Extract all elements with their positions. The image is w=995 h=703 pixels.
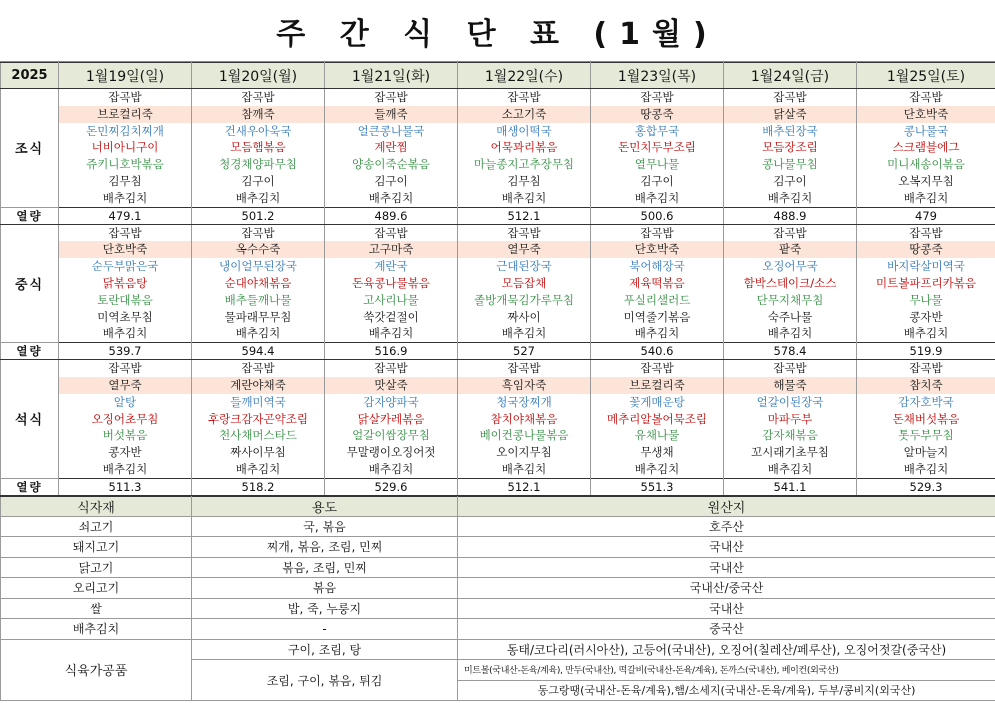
- usage-cell: 밥, 죽, 누룽지: [192, 598, 458, 619]
- calorie-value: 512.1: [458, 478, 591, 495]
- menu-item: 옥수수죽: [192, 241, 324, 258]
- menu-item: 소고기죽: [458, 106, 590, 123]
- meal-day-cell: [591, 89, 724, 208]
- day-header: 1월22일(수): [458, 63, 591, 89]
- menu-item: 잡곡밥: [108, 90, 142, 104]
- menu-item: 돈채버섯볶음: [892, 411, 960, 426]
- menu-item: 모듬잡채: [501, 275, 547, 290]
- meal-day-cell: [857, 224, 995, 343]
- menu-item: 고사리나물: [363, 292, 419, 307]
- menu-item: 단호박죽: [857, 106, 995, 123]
- menu-item: 팥죽: [724, 241, 856, 258]
- origin-row: [1, 537, 995, 558]
- calorie-value: 539.7: [59, 343, 192, 360]
- origin-cell: 국내산: [458, 557, 995, 578]
- menu-item: 잡곡밥: [241, 90, 275, 104]
- menu-item: 단무지채무침: [756, 292, 824, 307]
- processed-row: [1, 639, 995, 660]
- calorie-value: 594.4: [192, 343, 325, 360]
- meal-day-cell: [724, 360, 857, 479]
- menu-item: 모듬햄볶음: [230, 140, 286, 155]
- menu-item: 알탕: [113, 394, 137, 409]
- meal-day-cell: [857, 360, 995, 479]
- menu-item: 미트볼파프리카볶음: [876, 275, 976, 290]
- menu-item: 잡곡밥: [374, 90, 408, 104]
- calorie-value: 518.2: [192, 478, 325, 495]
- menu-item: 배추김치: [634, 461, 680, 476]
- origin-cell: 국내산: [458, 537, 995, 558]
- processed-usage-cell: 조림, 구이, 볶음, 튀김: [192, 660, 458, 701]
- day-header: 1월24일(금): [724, 63, 857, 89]
- origin-cell: 국내산: [458, 598, 995, 619]
- menu-item: 감자양파국: [363, 394, 419, 409]
- menu-item: 땅콩죽: [591, 106, 723, 123]
- meal-day-cell: [192, 360, 325, 479]
- menu-item: 감자호박국: [898, 394, 954, 409]
- menu-item: 김구이: [374, 173, 408, 188]
- menu-item: 브로컬리죽: [59, 106, 191, 123]
- menu-item: 계란국: [374, 259, 408, 274]
- menu-item: 토란대볶음: [97, 292, 153, 307]
- day-header: 1월20일(월): [192, 63, 325, 89]
- menu-item: 마파두부: [767, 411, 813, 426]
- menu-item: 버섯볶음: [102, 428, 148, 443]
- day-header: 1월19일(일): [59, 63, 192, 89]
- calorie-value: 516.9: [325, 343, 458, 360]
- origin-row: [1, 557, 995, 578]
- usage-cell: 볶음, 조림, 민찌: [192, 557, 458, 578]
- menu-item: 제육떡볶음: [629, 275, 685, 290]
- menu-item: 쑥갓겉절이: [363, 309, 419, 324]
- menu-item: 얼갈이쌈장무침: [352, 428, 430, 443]
- origin-row: [1, 578, 995, 599]
- menu-item: 참치야채볶음: [490, 411, 558, 426]
- day-header: 1월21일(화): [325, 63, 458, 89]
- origin-header-ingredient: 식자재: [1, 496, 192, 516]
- menu-item: 푸실리샐러드: [623, 292, 691, 307]
- menu-item: 함박스테이크/소스: [743, 275, 837, 290]
- menu-item: 열무죽: [458, 241, 590, 258]
- calorie-value: 501.2: [192, 207, 325, 224]
- header-row: [1, 63, 995, 89]
- calorie-row: [1, 478, 995, 495]
- menu-item: 잡곡밥: [108, 225, 142, 240]
- menu-item: 매생이떡국: [496, 123, 552, 138]
- menu-item: 닭볶음탕: [102, 275, 148, 290]
- calorie-value: 479.1: [59, 207, 192, 224]
- day-header: 1월23일(목): [591, 63, 724, 89]
- menu-item: 배추김치: [368, 326, 414, 341]
- menu-item: 미역초무침: [97, 309, 153, 324]
- menu-item: 홍합무국: [634, 123, 680, 138]
- menu-item: 감자채볶음: [762, 428, 818, 443]
- menu-item: 무말랭이오징어젓: [346, 445, 436, 460]
- menu-item: 배추김치: [501, 461, 547, 476]
- menu-item: 배추들깨나물: [224, 292, 292, 307]
- meal-row: [1, 224, 995, 343]
- menu-item: 잡곡밥: [773, 225, 807, 240]
- menu-item: 브로컬리죽: [591, 377, 723, 394]
- meal-day-cell: [724, 224, 857, 343]
- menu-item: 배추김치: [102, 190, 148, 205]
- menu-item: 돈민찌김치찌개: [86, 123, 164, 138]
- calorie-value: 551.3: [591, 478, 724, 495]
- menu-item: 배추된장국: [762, 123, 818, 138]
- calorie-row: [1, 343, 995, 360]
- menu-item: 배추김치: [235, 461, 281, 476]
- menu-item: 콩자반: [909, 309, 943, 324]
- menu-item: 물파래무무침: [224, 309, 292, 324]
- menu-item: 콩나물국: [903, 123, 949, 138]
- menu-item: 무생채: [640, 445, 674, 460]
- processed-origin-cell: 동태/코다리(러시아산), 고등어(국내산), 오징어(칠레산/페루산), 오징어젓갈(중국산): [458, 639, 995, 660]
- menu-item: 배추김치: [501, 326, 547, 341]
- menu-item: 배추김치: [235, 326, 281, 341]
- meal-day-cell: [724, 89, 857, 208]
- menu-item: 청경채양파무침: [219, 157, 297, 172]
- menu-item: 참깨죽: [192, 106, 324, 123]
- menu-item: 잡곡밥: [909, 90, 943, 104]
- meal-day-cell: [192, 224, 325, 343]
- origin-header-row: [1, 496, 995, 516]
- menu-item: 고구마죽: [325, 241, 457, 258]
- menu-item: 계란야채죽: [192, 377, 324, 394]
- menu-item: 잡곡밥: [640, 361, 674, 376]
- menu-item: 배추김치: [102, 461, 148, 476]
- year-label: 2025: [1, 63, 59, 89]
- meal-row: [1, 360, 995, 479]
- menu-item: 잡곡밥: [374, 225, 408, 240]
- ingredient-cell: 돼지고기: [1, 537, 192, 558]
- day-header: 1월25일(토): [857, 63, 995, 89]
- calorie-value: 512.1: [458, 207, 591, 224]
- menu-item: 순대야채볶음: [224, 275, 292, 290]
- processed-origin-cell: 미트볼(국내산-돈육/계육), 만두(국내산), 떡갈비(국내산-돈육/계육), 돈까스(국내산), 베이컨(외국산): [458, 660, 995, 681]
- menu-item: 오복지무침: [898, 173, 954, 188]
- menu-item: 얼큰콩나물국: [357, 123, 425, 138]
- meal-day-cell: [325, 89, 458, 208]
- meal-label: 중식: [1, 224, 59, 343]
- menu-item: 계란찜: [374, 140, 408, 155]
- menu-item: 꼬시래기초무침: [751, 445, 829, 460]
- menu-item: 메추리알볼어묵조림: [607, 411, 707, 426]
- menu-item: 얼갈이된장국: [756, 394, 824, 409]
- menu-item: 배추김치: [501, 190, 547, 205]
- calorie-value: 541.1: [724, 478, 857, 495]
- menu-item: 배추김치: [767, 326, 813, 341]
- menu-item: 베이컨콩나물볶음: [479, 428, 569, 443]
- menu-item: 돈민치두부조림: [618, 140, 696, 155]
- menu-item: 콩자반: [108, 445, 142, 460]
- usage-cell: 볶음: [192, 578, 458, 599]
- calorie-value: 578.4: [724, 343, 857, 360]
- usage-cell: 국, 볶음: [192, 516, 458, 537]
- menu-item: 배추김치: [634, 190, 680, 205]
- menu-item: 냉이얼무된장국: [219, 259, 297, 274]
- calorie-label: 열량: [1, 343, 59, 360]
- calorie-value: 511.3: [59, 478, 192, 495]
- calorie-row: [1, 207, 995, 224]
- meal-label: 조식: [1, 89, 59, 208]
- menu-item: 배추김치: [903, 326, 949, 341]
- menu-item: 알마늘지: [903, 445, 949, 460]
- menu-item: 잡곡밥: [507, 225, 541, 240]
- menu-item: 오징어무국: [762, 259, 818, 274]
- origin-cell: 국내산/중국산: [458, 578, 995, 599]
- menu-item: 짜사이무침: [230, 445, 286, 460]
- menu-item: 잡곡밥: [640, 90, 674, 104]
- processed-usage-cell: 구이, 조림, 탕: [192, 639, 458, 660]
- calorie-label: 열량: [1, 207, 59, 224]
- menu-item: 열무나물: [634, 157, 680, 172]
- menu-item: 배추김치: [903, 190, 949, 205]
- calorie-value: 529.3: [857, 478, 995, 495]
- menu-item: 톳두부무침: [898, 428, 954, 443]
- menu-item: 참치죽: [857, 377, 995, 394]
- ingredient-cell: 배추김치: [1, 619, 192, 640]
- menu-item: 단호박죽: [59, 241, 191, 258]
- origin-cell: 중국산: [458, 619, 995, 640]
- meal-day-cell: [591, 224, 724, 343]
- menu-item: 잡곡밥: [773, 361, 807, 376]
- menu-item: 배추김치: [767, 461, 813, 476]
- menu-item: 잡곡밥: [374, 361, 408, 376]
- weekly-menu-table: [0, 62, 995, 496]
- menu-item: 김무침: [108, 173, 142, 188]
- menu-item: 배추김치: [235, 190, 281, 205]
- menu-item: 모듬장조림: [762, 140, 818, 155]
- menu-item: 잡곡밥: [108, 361, 142, 376]
- menu-item: 어묵꽈리볶음: [490, 140, 558, 155]
- menu-item: 땅콩죽: [857, 241, 995, 258]
- ingredient-cell: 쇠고기: [1, 516, 192, 537]
- calorie-value: 529.6: [325, 478, 458, 495]
- menu-item: 잡곡밥: [909, 361, 943, 376]
- meal-row: [1, 89, 995, 208]
- menu-item: 해물죽: [724, 377, 856, 394]
- calorie-value: 488.9: [724, 207, 857, 224]
- menu-item: 미니새송이볶음: [887, 157, 965, 172]
- origin-cell: 호주산: [458, 516, 995, 537]
- meal-day-cell: [59, 89, 192, 208]
- meal-day-cell: [192, 89, 325, 208]
- menu-item: 닭살죽: [724, 106, 856, 123]
- menu-item: 배추김치: [102, 326, 148, 341]
- ingredient-cell: 닭고기: [1, 557, 192, 578]
- menu-item: 김구이: [640, 173, 674, 188]
- calorie-value: 527: [458, 343, 591, 360]
- menu-item: 배추김치: [767, 190, 813, 205]
- menu-item: 배추김치: [368, 190, 414, 205]
- menu-item: 무나물: [909, 292, 943, 307]
- menu-item: 배추김치: [903, 461, 949, 476]
- menu-item: 짜사이: [507, 309, 541, 324]
- menu-item: 쥬키니호박볶음: [86, 157, 164, 172]
- menu-item: 북어해장국: [629, 259, 685, 274]
- menu-item: 잡곡밥: [640, 225, 674, 240]
- menu-item: 너비아니구이: [91, 140, 159, 155]
- menu-item: 김구이: [241, 173, 275, 188]
- menu-item: 맛살죽: [325, 377, 457, 394]
- menu-item: 잡곡밥: [507, 361, 541, 376]
- menu-item: 잡곡밥: [507, 90, 541, 104]
- menu-item: 꽃게매운탕: [629, 394, 685, 409]
- meal-day-cell: [857, 89, 995, 208]
- origin-row: [1, 619, 995, 640]
- menu-item: 오이지무침: [496, 445, 552, 460]
- processed-ingredient-cell: 식육가공품: [1, 639, 192, 701]
- menu-item: 양송이죽순볶음: [352, 157, 430, 172]
- menu-item: 근대된장국: [496, 259, 552, 274]
- menu-item: 미역줄기볶음: [623, 309, 691, 324]
- menu-item: 콩나물무침: [762, 157, 818, 172]
- origin-header-usage: 용도: [192, 496, 458, 516]
- calorie-value: 489.6: [325, 207, 458, 224]
- menu-item: 마늘종지고추장무침: [474, 157, 574, 172]
- meal-day-cell: [591, 360, 724, 479]
- menu-item: 배추김치: [368, 461, 414, 476]
- menu-item: 천사채머스타드: [219, 428, 297, 443]
- origin-row: [1, 598, 995, 619]
- menu-item: 후랑크감자곤약조림: [208, 411, 308, 426]
- page-title: 주 간 식 단 표 (1월): [0, 0, 995, 62]
- origin-table: [0, 496, 995, 702]
- meal-day-cell: [325, 224, 458, 343]
- origin-header-origin: 원산지: [458, 496, 995, 516]
- calorie-value: 540.6: [591, 343, 724, 360]
- meal-day-cell: [59, 224, 192, 343]
- processed-origin-cell: 동그랑땡(국내산-돈육/계육),햄/소세지(국내산-돈육/계육), 두부/콩비지(외국산): [458, 680, 995, 701]
- menu-item: 숙주나물: [767, 309, 813, 324]
- meal-day-cell: [458, 360, 591, 479]
- menu-item: 오징어초무침: [91, 411, 159, 426]
- menu-item: 졸방개묵김가루무침: [474, 292, 574, 307]
- ingredient-cell: 오리고기: [1, 578, 192, 599]
- menu-item: 흑임자죽: [458, 377, 590, 394]
- menu-item: 순두부맑은국: [91, 259, 159, 274]
- menu-item: 단호박죽: [591, 241, 723, 258]
- calorie-value: 479: [857, 207, 995, 224]
- menu-item: 돈육콩나물볶음: [352, 275, 430, 290]
- menu-item: 잡곡밥: [909, 225, 943, 240]
- menu-item: 유채나물: [634, 428, 680, 443]
- ingredient-cell: 쌀: [1, 598, 192, 619]
- origin-row: [1, 516, 995, 537]
- menu-item: 바지락살미역국: [887, 259, 965, 274]
- menu-item: 잡곡밥: [773, 90, 807, 104]
- menu-item: 김구이: [773, 173, 807, 188]
- calorie-value: 519.9: [857, 343, 995, 360]
- menu-item: 닭살카레볶음: [357, 411, 425, 426]
- menu-item: 열무죽: [59, 377, 191, 394]
- menu-item: 잡곡밥: [241, 225, 275, 240]
- calorie-value: 500.6: [591, 207, 724, 224]
- usage-cell: -: [192, 619, 458, 640]
- menu-item: 김무침: [507, 173, 541, 188]
- menu-item: 들깨미역국: [230, 394, 286, 409]
- calorie-label: 열량: [1, 478, 59, 495]
- menu-item: 건새우아욱국: [224, 123, 292, 138]
- meal-label: 석식: [1, 360, 59, 479]
- usage-cell: 찌개, 볶음, 조림, 민찌: [192, 537, 458, 558]
- meal-day-cell: [325, 360, 458, 479]
- menu-item: 청국장찌개: [496, 394, 552, 409]
- menu-item: 스크램블에그: [892, 140, 960, 155]
- menu-item: 잡곡밥: [241, 361, 275, 376]
- meal-day-cell: [458, 89, 591, 208]
- meal-day-cell: [59, 360, 192, 479]
- menu-item: 들깨죽: [325, 106, 457, 123]
- menu-item: 배추김치: [634, 326, 680, 341]
- meal-day-cell: [458, 224, 591, 343]
